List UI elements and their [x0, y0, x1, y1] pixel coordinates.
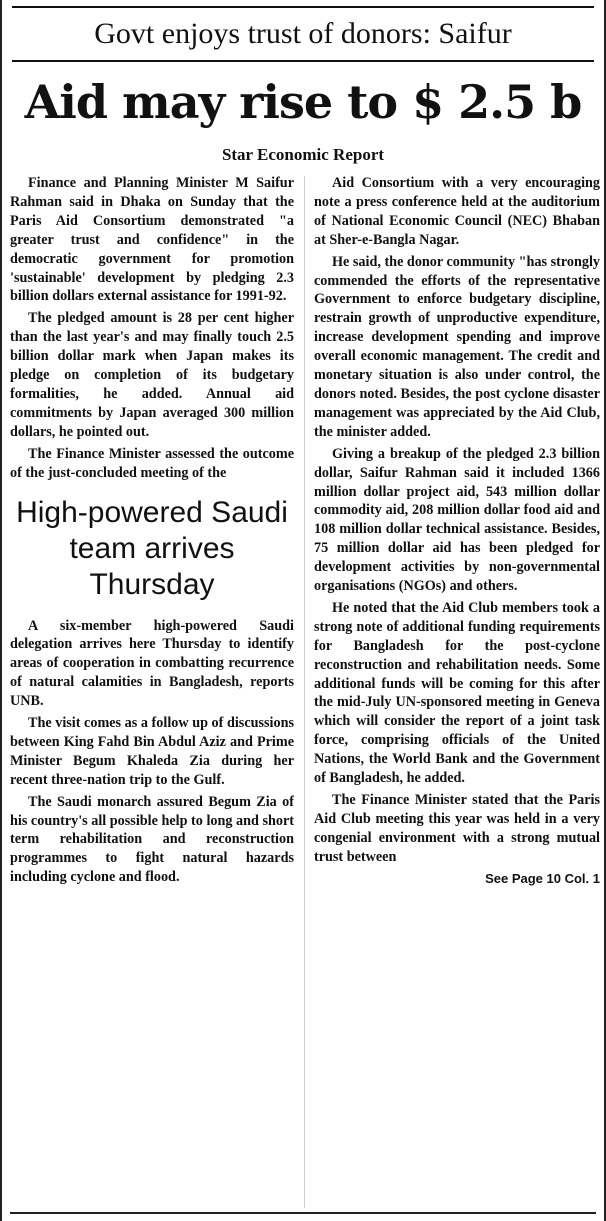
main-paragraph: He noted that the Aid Club members took a strong note of additional funding requirements for Bangladesh for the post-cyclone reconstruction and rehabilitation needs. Some additional funds will be coming for this after the mid-July UN-sponsored meeting in Geneva which will consider the report of a joint task force, comprising officials of the United Nations, the World Bank and the Government of Bangladesh, he added. [314, 599, 600, 787]
main-paragraph: He said, the donor community "has strongly commended the efforts of the representative Government to enforce budgetary discipline, restrain growth of unproductive expenditure, increase development spending and improve overall economic management. The credit and monetary situation is also under control, the donors noted. Besides, the post cyclone disaster management was appreciated by the Aid Club, the minister added. [314, 253, 600, 440]
main-headline: Aid may rise to $ 2.5 b [24, 75, 582, 129]
main-paragraph: Giving a breakup of the pledged 2.3 billion dollar, Saifur Rahman said it included 1366 million dollar project aid, 543 million dollar commodity aid, 208 million dollar food aid and 108 million dollar technical assistance. Besides, 75 million dollar aid has been pledged for development activities by non-governmental organisations (NGOs) and others. [314, 445, 600, 595]
left-column [10, 174, 294, 890]
sidebar-paragraph: The visit comes as a follow up of discussions between King Fahd Bin Abdul Aziz and Prime Minister Begum Khaleda Zia during her recent three-nation trip to the Gulf. [10, 715, 294, 788]
kicker-bottom-rule [12, 60, 594, 62]
main-paragraph: The Finance Minister stated that the Paris Aid Club meeting this year was held in a very congenial environment with a strong mutual trust between [314, 792, 600, 865]
main-paragraph: Finance and Planning Minister M Saifur Rahman said in Dhaka on Sunday that the Paris Aid Consortium demonstrated "a greater trust and confidence" in the democratic government for promotion 'sustainable' development by pledging 2.3 billion dollars external assistance for 1991-92. [10, 175, 294, 305]
sidebar-paragraph: The Saudi monarch assured Begum Zia of his country's all possible help to long and short term rehabilitation and reconstruction programmes to fight natural hazards including cyclone and flood. [10, 793, 294, 886]
kicker-headline: Govt enjoys trust of donors: Saifur [94, 17, 512, 50]
column-gutter [304, 176, 305, 1208]
sidebar-headline: High-powered Saudi team arrives Thursday [16, 495, 288, 601]
bottom-rule [10, 1212, 596, 1214]
right-column [314, 174, 600, 889]
byline: Star Economic Report [221, 145, 385, 164]
kicker-top-rule [12, 6, 594, 8]
main-paragraph: The pledged amount is 28 per cent higher than the last year's and may finally touch 2.5 billion dollar mark when Japan makes its pledge on completion of its budgetary formalities, he added. Annual aid commitments by Japan averaged 300 million dollars, he pointed out. [10, 310, 294, 440]
main-paragraph: The Finance Minister assessed the outcome of the just-concluded meeting of the [10, 445, 294, 481]
sidebar-paragraph: A six-member high-powered Saudi delegation arrives here Thursday to identify areas of cooperation in combatting recurrence of natural calamities in Bangladesh, reports UNB. [10, 617, 294, 710]
main-paragraph: Aid Consortium with a very encouraging note a press conference held at the auditorium of National Economic Council (NEC) Bhaban at Sher-e-Bangla Nagar. [314, 175, 600, 248]
continuation-note: See Page 10 Col. 1 [485, 870, 600, 886]
